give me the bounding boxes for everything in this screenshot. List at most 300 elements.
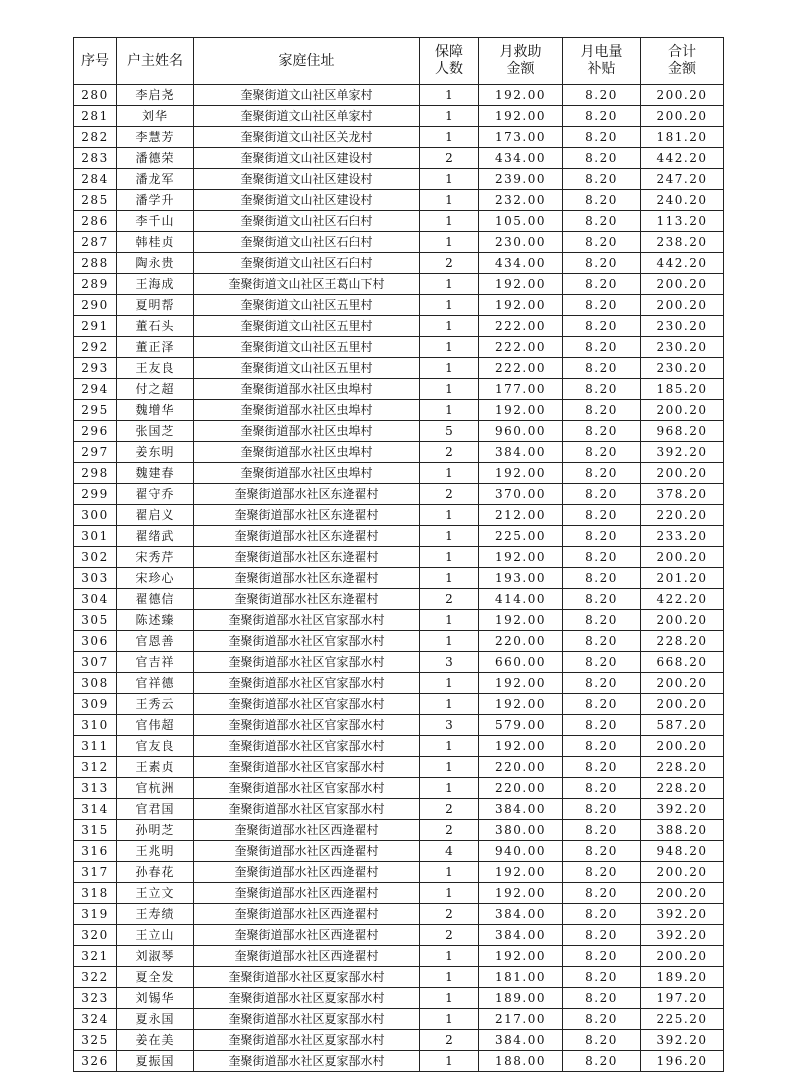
- cell-name: 夏振国: [117, 1051, 194, 1072]
- cell-subsidy: 8.20: [563, 400, 641, 421]
- cell-subsidy: 8.20: [563, 904, 641, 925]
- header-text: 户主姓名: [127, 52, 183, 69]
- cell-address: 奎聚街道郚水社区夏家郚水村: [194, 988, 420, 1009]
- cell-name: 陈述臻: [117, 610, 194, 631]
- cell-subsidy: 8.20: [563, 190, 641, 211]
- cell-relief: 579.00: [479, 715, 563, 736]
- cell-total: 378.20: [641, 484, 724, 505]
- cell-relief: 220.00: [479, 778, 563, 799]
- cell-seq: 298: [74, 463, 117, 484]
- cell-name: 官祥德: [117, 673, 194, 694]
- cell-address: 奎聚街道郚水社区官家郚水村: [194, 799, 420, 820]
- cell-address: 奎聚街道文山社区关龙村: [194, 127, 420, 148]
- cell-total: 442.20: [641, 253, 724, 274]
- cell-name: 陶永贵: [117, 253, 194, 274]
- header-text: 补贴: [587, 61, 616, 77]
- cell-persons: 1: [420, 1009, 479, 1030]
- cell-address: 奎聚街道郚水社区东逄翟村: [194, 505, 420, 526]
- cell-total: 185.20: [641, 379, 724, 400]
- cell-name: 官恩善: [117, 631, 194, 652]
- table-row: [74, 484, 724, 505]
- cell-total: 200.20: [641, 463, 724, 484]
- table-row: [74, 904, 724, 925]
- table-row: [74, 757, 724, 778]
- cell-persons: 3: [420, 652, 479, 673]
- cell-address: 奎聚街道郚水社区东逄翟村: [194, 547, 420, 568]
- cell-name: 王友良: [117, 358, 194, 379]
- cell-seq: 304: [74, 589, 117, 610]
- cell-relief: 212.00: [479, 505, 563, 526]
- cell-total: 240.20: [641, 190, 724, 211]
- cell-relief: 192.00: [479, 85, 563, 106]
- cell-name: 官杭洲: [117, 778, 194, 799]
- cell-relief: 660.00: [479, 652, 563, 673]
- cell-name: 官伟超: [117, 715, 194, 736]
- cell-seq: 292: [74, 337, 117, 358]
- cell-total: 587.20: [641, 715, 724, 736]
- cell-address: 奎聚街道郚水社区东逄翟村: [194, 568, 420, 589]
- cell-seq: 290: [74, 295, 117, 316]
- cell-subsidy: 8.20: [563, 799, 641, 820]
- cell-address: 奎聚街道文山社区建设村: [194, 148, 420, 169]
- cell-persons: 2: [420, 799, 479, 820]
- cell-seq: 296: [74, 421, 117, 442]
- cell-name: 刘锡华: [117, 988, 194, 1009]
- cell-name: 姜东明: [117, 442, 194, 463]
- relief-table: [73, 37, 724, 1072]
- cell-subsidy: 8.20: [563, 652, 641, 673]
- cell-relief: 384.00: [479, 442, 563, 463]
- cell-name: 官吉祥: [117, 652, 194, 673]
- cell-total: 442.20: [641, 148, 724, 169]
- table-row: [74, 211, 724, 232]
- cell-persons: 1: [420, 337, 479, 358]
- cell-persons: 1: [420, 169, 479, 190]
- cell-subsidy: 8.20: [563, 169, 641, 190]
- cell-subsidy: 8.20: [563, 442, 641, 463]
- cell-relief: 192.00: [479, 463, 563, 484]
- cell-persons: 3: [420, 715, 479, 736]
- cell-address: 奎聚街道郚水社区西逄翟村: [194, 820, 420, 841]
- cell-total: 228.20: [641, 757, 724, 778]
- cell-subsidy: 8.20: [563, 1009, 641, 1030]
- cell-seq: 316: [74, 841, 117, 862]
- cell-total: 392.20: [641, 1030, 724, 1051]
- cell-address: 奎聚街道文山社区五里村: [194, 337, 420, 358]
- cell-address: 奎聚街道郚水社区虫埠村: [194, 463, 420, 484]
- cell-relief: 232.00: [479, 190, 563, 211]
- cell-subsidy: 8.20: [563, 946, 641, 967]
- cell-name: 夏永国: [117, 1009, 194, 1030]
- cell-persons: 1: [420, 988, 479, 1009]
- table-row: [74, 547, 724, 568]
- cell-persons: 2: [420, 442, 479, 463]
- header-text: 人数: [435, 61, 463, 77]
- cell-address: 奎聚街道郚水社区西逄翟村: [194, 925, 420, 946]
- table-row: [74, 274, 724, 295]
- cell-subsidy: 8.20: [563, 463, 641, 484]
- cell-relief: 181.00: [479, 967, 563, 988]
- cell-address: 奎聚街道郚水社区官家郚水村: [194, 631, 420, 652]
- cell-address: 奎聚街道文山社区石臼村: [194, 253, 420, 274]
- cell-subsidy: 8.20: [563, 148, 641, 169]
- cell-name: 李慧芳: [117, 127, 194, 148]
- table-row: [74, 778, 724, 799]
- cell-seq: 280: [74, 85, 117, 106]
- cell-seq: 301: [74, 526, 117, 547]
- cell-seq: 284: [74, 169, 117, 190]
- cell-seq: 307: [74, 652, 117, 673]
- cell-seq: 321: [74, 946, 117, 967]
- header-text: 合计: [668, 44, 696, 60]
- cell-address: 奎聚街道文山社区五里村: [194, 358, 420, 379]
- header-text: 保障: [435, 44, 463, 60]
- cell-subsidy: 8.20: [563, 421, 641, 442]
- cell-address: 奎聚街道郚水社区夏家郚水村: [194, 1030, 420, 1051]
- table-row: [74, 799, 724, 820]
- cell-relief: 192.00: [479, 274, 563, 295]
- cell-persons: 1: [420, 295, 479, 316]
- table-row: [74, 568, 724, 589]
- cell-subsidy: 8.20: [563, 484, 641, 505]
- cell-persons: 1: [420, 736, 479, 757]
- cell-seq: 285: [74, 190, 117, 211]
- cell-subsidy: 8.20: [563, 988, 641, 1009]
- cell-name: 潘德荣: [117, 148, 194, 169]
- cell-persons: 1: [420, 211, 479, 232]
- cell-relief: 173.00: [479, 127, 563, 148]
- cell-address: 奎聚街道郚水社区虫埠村: [194, 400, 420, 421]
- table-row: [74, 421, 724, 442]
- cell-total: 228.20: [641, 778, 724, 799]
- cell-persons: 1: [420, 232, 479, 253]
- cell-seq: 291: [74, 316, 117, 337]
- cell-relief: 384.00: [479, 1030, 563, 1051]
- cell-total: 197.20: [641, 988, 724, 1009]
- cell-total: 220.20: [641, 505, 724, 526]
- table-row: [74, 190, 724, 211]
- cell-subsidy: 8.20: [563, 379, 641, 400]
- cell-address: 奎聚街道郚水社区官家郚水村: [194, 610, 420, 631]
- header-text: 金额: [506, 61, 535, 77]
- header-seq: [74, 38, 117, 85]
- table-row: [74, 988, 724, 1009]
- cell-persons: 2: [420, 148, 479, 169]
- cell-relief: 370.00: [479, 484, 563, 505]
- cell-persons: 1: [420, 673, 479, 694]
- cell-seq: 282: [74, 127, 117, 148]
- cell-address: 奎聚街道文山社区石臼村: [194, 232, 420, 253]
- cell-seq: 300: [74, 505, 117, 526]
- cell-seq: 293: [74, 358, 117, 379]
- cell-subsidy: 8.20: [563, 316, 641, 337]
- cell-name: 宋秀芹: [117, 547, 194, 568]
- cell-seq: 324: [74, 1009, 117, 1030]
- cell-persons: 1: [420, 883, 479, 904]
- cell-persons: 2: [420, 1030, 479, 1051]
- table-row: [74, 379, 724, 400]
- table-row: [74, 736, 724, 757]
- cell-seq: 320: [74, 925, 117, 946]
- cell-address: 奎聚街道郚水社区虫埠村: [194, 442, 420, 463]
- cell-name: 宋珍心: [117, 568, 194, 589]
- cell-name: 王立山: [117, 925, 194, 946]
- cell-address: 奎聚街道郚水社区夏家郚水村: [194, 1051, 420, 1072]
- cell-subsidy: 8.20: [563, 589, 641, 610]
- cell-subsidy: 8.20: [563, 778, 641, 799]
- cell-total: 230.20: [641, 337, 724, 358]
- cell-relief: 380.00: [479, 820, 563, 841]
- cell-total: 392.20: [641, 925, 724, 946]
- cell-name: 潘学升: [117, 190, 194, 211]
- table-row: [74, 1009, 724, 1030]
- table-row: [74, 85, 724, 106]
- cell-seq: 308: [74, 673, 117, 694]
- cell-persons: 1: [420, 757, 479, 778]
- cell-address: 奎聚街道文山社区五里村: [194, 316, 420, 337]
- cell-seq: 322: [74, 967, 117, 988]
- header-text: 月电量: [580, 44, 623, 60]
- cell-subsidy: 8.20: [563, 505, 641, 526]
- cell-address: 奎聚街道郚水社区官家郚水村: [194, 757, 420, 778]
- cell-subsidy: 8.20: [563, 862, 641, 883]
- cell-seq: 323: [74, 988, 117, 1009]
- cell-relief: 220.00: [479, 631, 563, 652]
- cell-relief: 220.00: [479, 757, 563, 778]
- table-row: [74, 442, 724, 463]
- cell-seq: 314: [74, 799, 117, 820]
- cell-total: 948.20: [641, 841, 724, 862]
- table-row: [74, 358, 724, 379]
- table-row: [74, 253, 724, 274]
- table-row: [74, 463, 724, 484]
- table-row: [74, 967, 724, 988]
- cell-persons: 2: [420, 904, 479, 925]
- header-electricity-subsidy: [563, 38, 641, 85]
- cell-persons: 1: [420, 526, 479, 547]
- cell-relief: 192.00: [479, 106, 563, 127]
- cell-total: 388.20: [641, 820, 724, 841]
- cell-name: 王素贞: [117, 757, 194, 778]
- cell-relief: 222.00: [479, 358, 563, 379]
- cell-address: 奎聚街道文山社区建设村: [194, 169, 420, 190]
- cell-relief: 940.00: [479, 841, 563, 862]
- cell-seq: 315: [74, 820, 117, 841]
- cell-name: 翟绪武: [117, 526, 194, 547]
- cell-subsidy: 8.20: [563, 736, 641, 757]
- cell-subsidy: 8.20: [563, 883, 641, 904]
- table-row: [74, 946, 724, 967]
- cell-total: 200.20: [641, 883, 724, 904]
- cell-relief: 193.00: [479, 568, 563, 589]
- cell-relief: 192.00: [479, 295, 563, 316]
- cell-subsidy: 8.20: [563, 106, 641, 127]
- table-row: [74, 337, 724, 358]
- cell-persons: 1: [420, 190, 479, 211]
- table-row: [74, 652, 724, 673]
- table-row: [74, 295, 724, 316]
- cell-seq: 318: [74, 883, 117, 904]
- cell-relief: 105.00: [479, 211, 563, 232]
- cell-name: 李启尧: [117, 85, 194, 106]
- cell-address: 奎聚街道文山社区单家村: [194, 106, 420, 127]
- cell-persons: 1: [420, 106, 479, 127]
- cell-address: 奎聚街道郚水社区东逄翟村: [194, 526, 420, 547]
- cell-name: 张国芝: [117, 421, 194, 442]
- cell-subsidy: 8.20: [563, 232, 641, 253]
- cell-total: 230.20: [641, 358, 724, 379]
- cell-subsidy: 8.20: [563, 1051, 641, 1072]
- cell-total: 247.20: [641, 169, 724, 190]
- cell-name: 翟德信: [117, 589, 194, 610]
- cell-name: 王兆明: [117, 841, 194, 862]
- cell-name: 王海成: [117, 274, 194, 295]
- cell-relief: 192.00: [479, 400, 563, 421]
- cell-total: 392.20: [641, 442, 724, 463]
- cell-persons: 1: [420, 505, 479, 526]
- cell-subsidy: 8.20: [563, 925, 641, 946]
- cell-relief: 189.00: [479, 988, 563, 1009]
- cell-name: 姜在美: [117, 1030, 194, 1051]
- cell-name: 付之超: [117, 379, 194, 400]
- cell-persons: 1: [420, 1051, 479, 1072]
- cell-total: 200.20: [641, 547, 724, 568]
- cell-persons: 2: [420, 589, 479, 610]
- cell-subsidy: 8.20: [563, 274, 641, 295]
- header-address: [194, 38, 420, 85]
- cell-relief: 414.00: [479, 589, 563, 610]
- table-row: [74, 1051, 724, 1072]
- table-row: [74, 589, 724, 610]
- cell-subsidy: 8.20: [563, 253, 641, 274]
- cell-address: 奎聚街道文山社区王葛山下村: [194, 274, 420, 295]
- cell-seq: 287: [74, 232, 117, 253]
- cell-name: 韩桂贞: [117, 232, 194, 253]
- cell-relief: 239.00: [479, 169, 563, 190]
- cell-total: 200.20: [641, 274, 724, 295]
- cell-persons: 2: [420, 820, 479, 841]
- cell-seq: 294: [74, 379, 117, 400]
- table-row: [74, 841, 724, 862]
- cell-total: 392.20: [641, 799, 724, 820]
- cell-persons: 1: [420, 946, 479, 967]
- cell-name: 董正泽: [117, 337, 194, 358]
- cell-persons: 1: [420, 778, 479, 799]
- cell-seq: 288: [74, 253, 117, 274]
- cell-seq: 325: [74, 1030, 117, 1051]
- cell-seq: 326: [74, 1051, 117, 1072]
- cell-persons: 1: [420, 85, 479, 106]
- cell-persons: 2: [420, 925, 479, 946]
- cell-persons: 1: [420, 967, 479, 988]
- cell-name: 孙春花: [117, 862, 194, 883]
- cell-relief: 192.00: [479, 736, 563, 757]
- cell-subsidy: 8.20: [563, 211, 641, 232]
- cell-persons: 1: [420, 400, 479, 421]
- cell-subsidy: 8.20: [563, 610, 641, 631]
- cell-total: 200.20: [641, 295, 724, 316]
- table-row: [74, 820, 724, 841]
- cell-total: 201.20: [641, 568, 724, 589]
- table-row: [74, 925, 724, 946]
- cell-total: 200.20: [641, 694, 724, 715]
- cell-relief: 192.00: [479, 673, 563, 694]
- cell-name: 魏增华: [117, 400, 194, 421]
- cell-name: 王立文: [117, 883, 194, 904]
- cell-persons: 1: [420, 568, 479, 589]
- table-row: [74, 526, 724, 547]
- cell-address: 奎聚街道郚水社区官家郚水村: [194, 673, 420, 694]
- cell-persons: 5: [420, 421, 479, 442]
- cell-total: 196.20: [641, 1051, 724, 1072]
- cell-total: 181.20: [641, 127, 724, 148]
- cell-name: 王秀云: [117, 694, 194, 715]
- header-total: [641, 38, 724, 85]
- cell-address: 奎聚街道文山社区石臼村: [194, 211, 420, 232]
- table-row: [74, 148, 724, 169]
- cell-address: 奎聚街道郚水社区东逄翟村: [194, 484, 420, 505]
- cell-subsidy: 8.20: [563, 1030, 641, 1051]
- cell-total: 225.20: [641, 1009, 724, 1030]
- cell-address: 奎聚街道郚水社区西逄翟村: [194, 883, 420, 904]
- cell-address: 奎聚街道郚水社区西逄翟村: [194, 841, 420, 862]
- cell-relief: 434.00: [479, 148, 563, 169]
- cell-subsidy: 8.20: [563, 547, 641, 568]
- table-row: [74, 673, 724, 694]
- cell-persons: 1: [420, 631, 479, 652]
- header-text: 家庭住址: [278, 52, 335, 69]
- cell-address: 奎聚街道文山社区五里村: [194, 295, 420, 316]
- cell-address: 奎聚街道郚水社区西逄翟村: [194, 946, 420, 967]
- cell-address: 奎聚街道郚水社区官家郚水村: [194, 715, 420, 736]
- cell-total: 200.20: [641, 673, 724, 694]
- cell-seq: 286: [74, 211, 117, 232]
- cell-subsidy: 8.20: [563, 85, 641, 106]
- cell-seq: 297: [74, 442, 117, 463]
- cell-name: 官友良: [117, 736, 194, 757]
- table-row: [74, 400, 724, 421]
- cell-relief: 384.00: [479, 799, 563, 820]
- header-persons: [420, 38, 479, 85]
- cell-subsidy: 8.20: [563, 127, 641, 148]
- cell-persons: 4: [420, 841, 479, 862]
- cell-total: 668.20: [641, 652, 724, 673]
- cell-persons: 1: [420, 610, 479, 631]
- cell-name: 官君国: [117, 799, 194, 820]
- cell-seq: 305: [74, 610, 117, 631]
- table-row: [74, 316, 724, 337]
- cell-persons: 1: [420, 358, 479, 379]
- cell-relief: 192.00: [479, 610, 563, 631]
- cell-relief: 192.00: [479, 862, 563, 883]
- cell-subsidy: 8.20: [563, 820, 641, 841]
- cell-persons: 2: [420, 484, 479, 505]
- cell-subsidy: 8.20: [563, 694, 641, 715]
- table-body: [74, 85, 724, 1072]
- cell-address: 奎聚街道郚水社区虫埠村: [194, 421, 420, 442]
- cell-address: 奎聚街道郚水社区西逄翟村: [194, 904, 420, 925]
- cell-seq: 306: [74, 631, 117, 652]
- cell-seq: 302: [74, 547, 117, 568]
- cell-total: 200.20: [641, 400, 724, 421]
- cell-total: 200.20: [641, 85, 724, 106]
- cell-total: 113.20: [641, 211, 724, 232]
- cell-relief: 177.00: [479, 379, 563, 400]
- header-householder-name: [117, 38, 194, 85]
- cell-relief: 222.00: [479, 337, 563, 358]
- cell-subsidy: 8.20: [563, 841, 641, 862]
- cell-seq: 295: [74, 400, 117, 421]
